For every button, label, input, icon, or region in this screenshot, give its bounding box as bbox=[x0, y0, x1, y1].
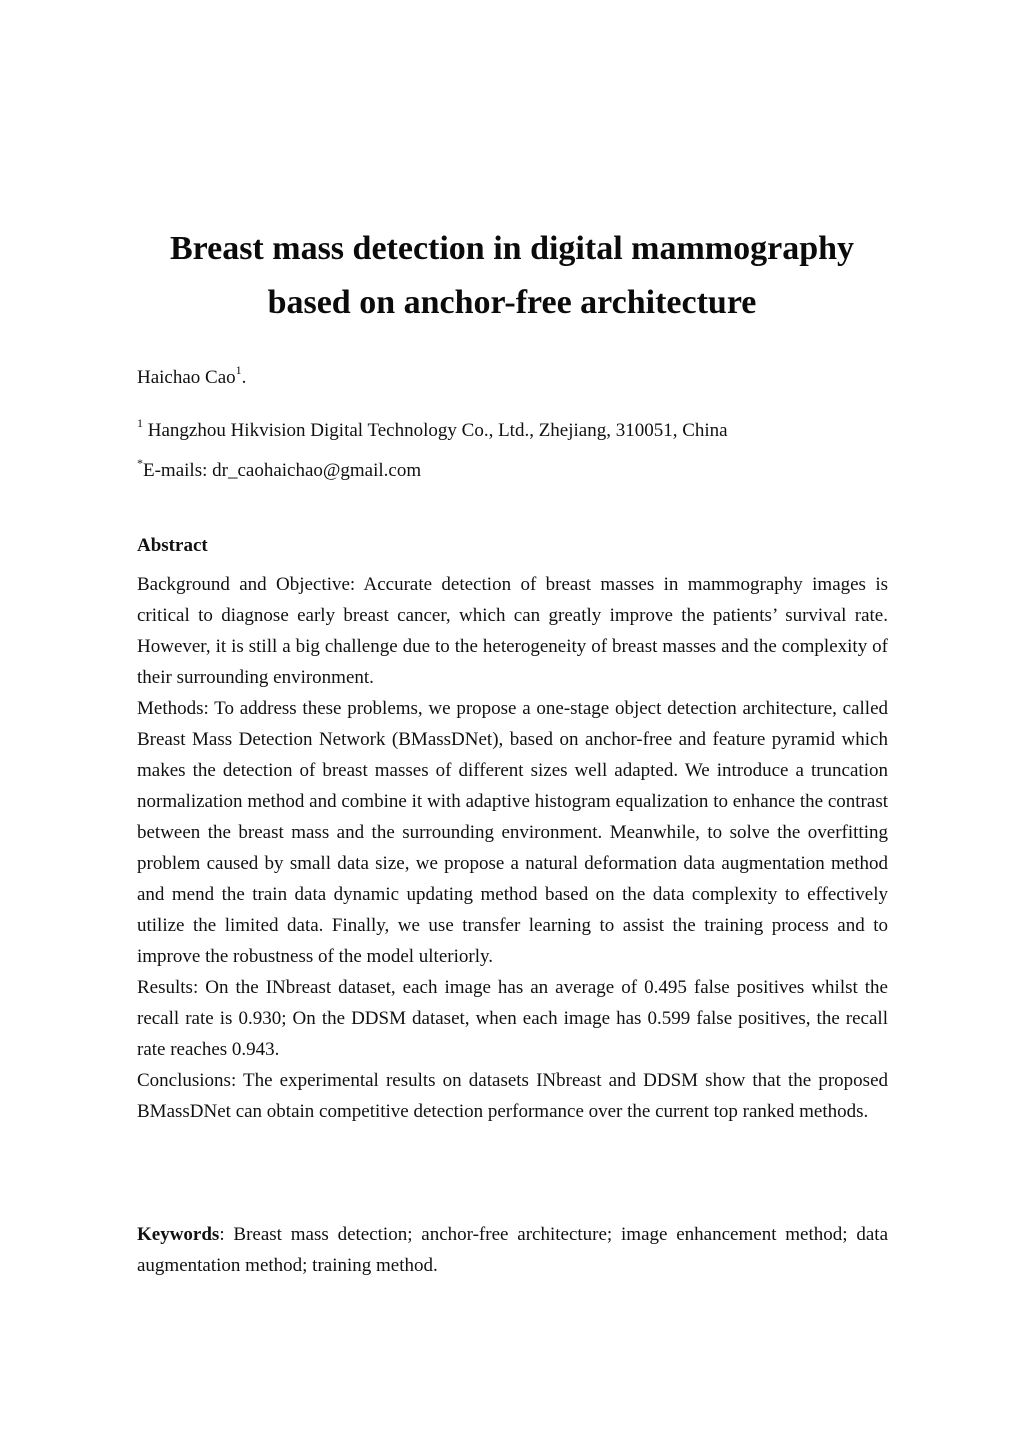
email-mark: * bbox=[137, 455, 143, 470]
title-line-2: based on anchor-free architecture bbox=[267, 284, 757, 321]
keywords bbox=[137, 1219, 888, 1281]
author-suffix: . bbox=[241, 367, 247, 388]
title-line-1: Breast mass detection in digital mammography bbox=[169, 230, 855, 267]
keywords-text: : Breast mass detection; anchor-free architecture; image enhancement method; data augmentation method; training method. bbox=[137, 1224, 888, 1276]
author-affiliation-mark: 1 bbox=[235, 362, 242, 377]
keywords-label: Keywords bbox=[137, 1224, 220, 1245]
affiliation-text: Hangzhou Hikvision Digital Technology Co., Ltd., Zhejiang, 310051, China bbox=[143, 420, 728, 441]
affiliation-mark: 1 bbox=[137, 415, 143, 430]
paper-title bbox=[110, 222, 914, 330]
affiliation-line bbox=[137, 415, 728, 442]
email-line bbox=[137, 455, 422, 482]
author-name: Haichao Cao bbox=[137, 367, 236, 388]
abstract-body bbox=[137, 569, 888, 1127]
abstract-methods: Methods: To address these problems, we propose a one-stage object detection architecture, called Breast Mass Detection Network (BMassDNet), based on anchor-free and feature pyramid which makes the detection of breast masses of different sizes well adapted. We introduce a truncation normalization method and combine it with adaptive histogram equalization to enhance the contrast between the breast mass and the surrounding environment. Meanwhile, to solve the overfitting problem caused by small data size, we propose a natural deformation data augmentation method and mend the train data dynamic updating method based on the data complexity to effectively utilize the limited data. Finally, we use transfer learning to assist the training process and to improve the robustness of the model ulteriorly. bbox=[137, 698, 888, 967]
abstract-heading: Abstract bbox=[137, 535, 208, 556]
email-text: E-mails: dr_caohaichao@gmail.com bbox=[143, 460, 422, 481]
abstract-conclusions: Conclusions: The experimental results on datasets INbreast and DDSM show that the proposed BMassDNet can obtain competitive detection performance over the current top ranked methods. bbox=[137, 1070, 888, 1122]
abstract-background: Background and Objective: Accurate detection of breast masses in mammography images is critical to diagnose early breast cancer, which can greatly improve the patients’ survival rate. However, it is still a big challenge due to the heterogeneity of breast masses and the complexity of their surrounding environment. bbox=[137, 574, 888, 688]
author-line bbox=[137, 362, 247, 389]
abstract-results: Results: On the INbreast dataset, each image has an average of 0.495 false positives whilst the recall rate is 0.930; On the DDSM dataset, when each image has 0.599 false positives, the recall rate reaches 0.943. bbox=[137, 977, 888, 1060]
